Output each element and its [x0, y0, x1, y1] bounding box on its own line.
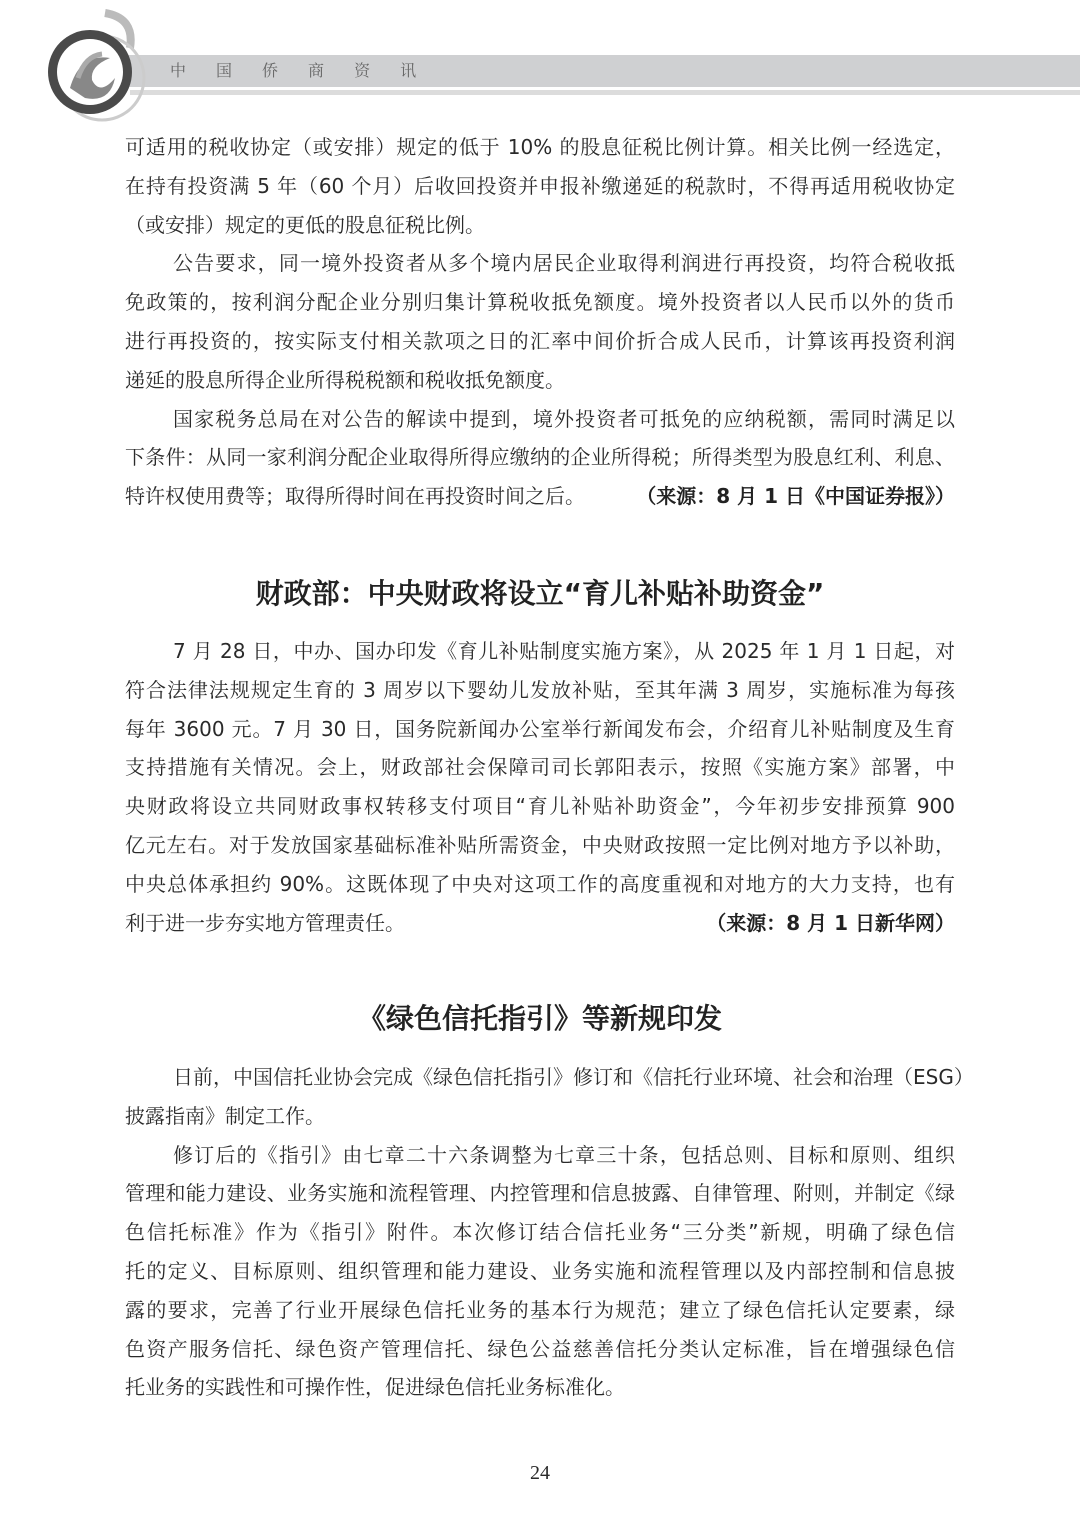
masthead — [170, 57, 416, 85]
masthead-char: 商 — [308, 61, 325, 80]
line-text: 支持措施有关情况。会上，财政部社会保障司司长郭阳表示，按照《实施方案》部署，中 — [125, 755, 955, 780]
source-citation: （来源：8 月 1 日新华网） — [706, 910, 955, 935]
text-line — [125, 710, 955, 749]
line-text: 免政策的，按利润分配企业分别归集计算税收抵免额度。境外投资者以人民币以外的货币 — [125, 290, 955, 315]
text-line — [125, 671, 955, 710]
article-2-body — [125, 632, 955, 942]
line-text: 国家税务总局在对公告的解读中提到，境外投资者可抵免的应纳税额，需同时满足以 — [173, 406, 955, 431]
federation-logo — [40, 8, 160, 123]
text-line — [125, 206, 955, 245]
text-line — [125, 244, 955, 283]
text-line — [125, 1252, 955, 1291]
line-text: 可适用的税收协定（或安排）规定的低于 10% 的股息征税比例计算。相关比例一经选定， — [125, 135, 955, 159]
article-3-body — [125, 1058, 974, 1407]
line-text: 7 月 28 日，中办、国办印发《育儿补贴制度实施方案》，从 2025 年 1 月 1 日起，对 — [173, 639, 955, 663]
text-line — [125, 1368, 955, 1407]
text-line — [125, 904, 955, 943]
line-text: 托的定义、目标原则、组织管理和能力建设、业务实施和流程管理以及内部控制和信息披 — [125, 1258, 955, 1283]
article-2-title: 财政部：中央财政将设立“育儿补贴补助资金” — [255, 577, 825, 610]
masthead-char: 侨 — [262, 61, 279, 80]
line-text: 中央总体承担约 90%。这既体现了中央对这项工作的高度重视和对地方的大力支持，也有 — [125, 871, 955, 896]
source-citation: （来源：8 月 1 日《中国证券报》） — [636, 484, 955, 509]
text-line — [125, 167, 955, 206]
text-line — [125, 477, 955, 516]
text-line — [125, 1097, 955, 1136]
text-line — [125, 438, 955, 477]
line-text: 露的要求，完善了行业开展绿色信托业务的基本行为规范；建立了绿色信托认定要素，绿 — [125, 1297, 955, 1322]
text-line — [125, 128, 955, 167]
text-line — [125, 826, 955, 865]
line-text: 管理和能力建设、业务实施和流程管理、内控管理和信息披露、自律管理、附则，并制定《绿 — [125, 1181, 955, 1206]
text-line — [125, 1330, 955, 1369]
article-3-title: 《绿色信托指引》等新规印发 — [357, 1002, 722, 1035]
masthead-char: 国 — [216, 61, 233, 80]
masthead-char: 资 — [354, 61, 371, 80]
line-text: 修订后的《指引》由七章二十六条调整为七章三十条，包括总则、目标和原则、组织 — [173, 1142, 955, 1167]
line-text: 进行再投资的，按实际支付相关款项之日的汇率中间价折合成人民币，计算该再投资利润 — [125, 328, 955, 353]
text-line — [125, 1174, 955, 1213]
line-text: 日前，中国信托业协会完成《绿色信托指引》修订和《信托行业环境、社会和治理（ESG） — [173, 1065, 974, 1089]
line-text: 在持有投资满 5 年（60 个月）后收回投资并申报补缴递延的税款时，不得再适用税收协定 — [125, 173, 955, 198]
masthead-char: 讯 — [400, 61, 417, 80]
text-line — [125, 322, 955, 361]
line-text: 特许权使用费等；取得所得时间在再投资时间之后。 — [125, 484, 585, 509]
line-text: 托业务的实践性和可操作性，促进绿色信托业务标准化。 — [125, 1375, 625, 1400]
line-text: 每年 3600 元。7 月 30 日，国务院新闻办公室举行新闻发布会，介绍育儿补贴制度及生育 — [125, 716, 955, 741]
page-number: 24 — [530, 1462, 550, 1484]
text-line — [125, 361, 955, 400]
text-line — [125, 283, 955, 322]
line-text: 披露指南》制定工作。 — [125, 1103, 325, 1128]
line-text: 递延的股息所得企业所得税税额和税收抵免额度。 — [125, 367, 565, 392]
text-line — [125, 1136, 955, 1175]
line-text: （或安排）规定的更低的股息征税比例。 — [125, 212, 485, 237]
text-line — [125, 787, 955, 826]
text-line — [125, 1058, 974, 1097]
header-rule — [130, 90, 1080, 95]
line-text: 亿元左右。对于发放国家基础标准补贴所需资金，中央财政按照一定比例对地方予以补助， — [125, 832, 955, 857]
masthead-char: 中 — [170, 61, 187, 80]
line-text: 公告要求，同一境外投资者从多个境内居民企业取得利润进行再投资，均符合税收抵 — [173, 251, 955, 276]
article-1-body — [125, 128, 955, 516]
line-text: 央财政将设立共同财政事权转移支付项目“育儿补贴补助资金”，今年初步安排预算 900 — [125, 794, 955, 819]
text-line — [125, 1291, 955, 1330]
text-line — [125, 632, 955, 671]
text-line — [125, 400, 955, 439]
text-line — [125, 865, 955, 904]
line-text: 符合法律法规规定生育的 3 周岁以下婴幼儿发放补贴，至其年满 3 周岁，实施标准为每孩 — [125, 677, 955, 702]
text-line — [125, 748, 955, 787]
line-text: 色资产服务信托、绿色资产管理信托、绿色公益慈善信托分类认定标准，旨在增强绿色信 — [125, 1336, 955, 1361]
text-line — [125, 1213, 955, 1252]
line-text: 下条件：从同一家利润分配企业取得所得应缴纳的企业所得税；所得类型为股息红利、利息、 — [125, 445, 955, 470]
line-text: 色信托标准》作为《指引》附件。本次修订结合信托业务“三分类”新规，明确了绿色信 — [125, 1220, 955, 1245]
line-text: 利于进一步夯实地方管理责任。 — [125, 910, 405, 935]
